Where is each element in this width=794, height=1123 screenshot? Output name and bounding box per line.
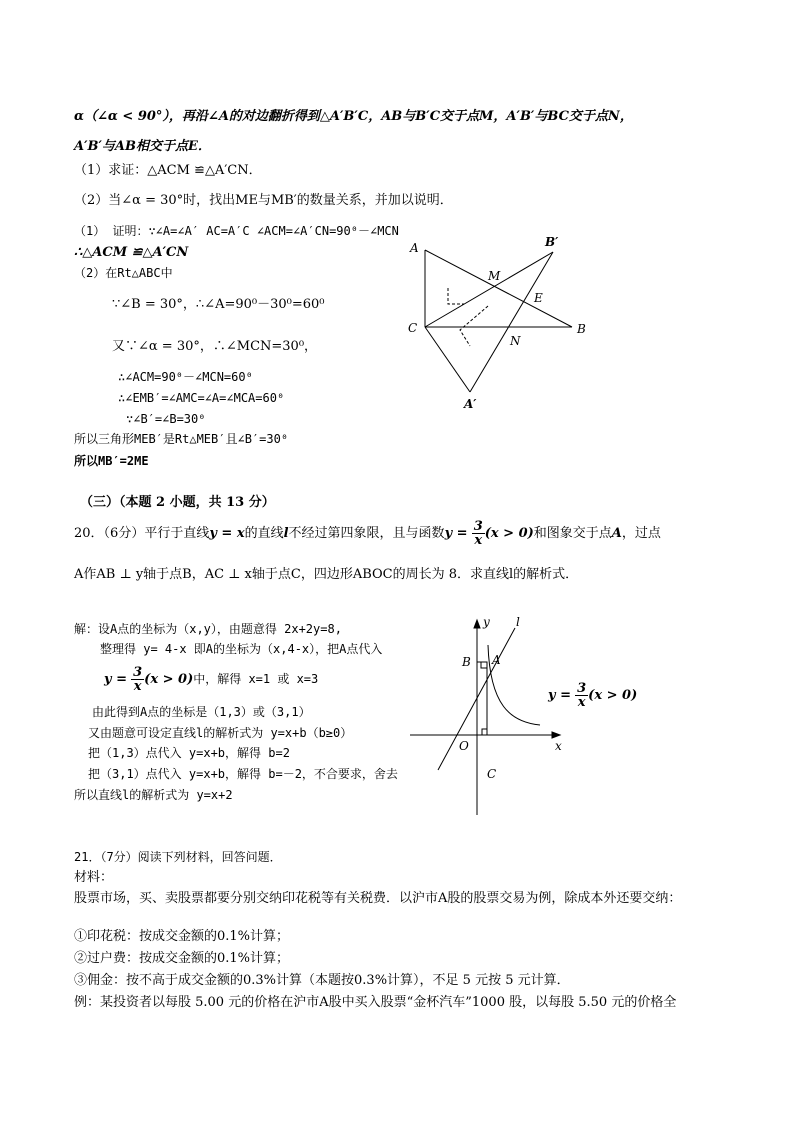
- fraction-3-over-x: $\frac{3}{x}$: [473, 519, 483, 548]
- material-label: 材料：: [74, 870, 114, 885]
- solution-19-step-3: （2）在Rt△ABC中: [74, 266, 173, 280]
- point-n: N: [510, 334, 521, 348]
- point-b-prime: B′: [545, 235, 559, 249]
- origin-label: O: [459, 739, 469, 753]
- solution-20-line-4: 由此得到A点的坐标是（1,3）或（3,1）: [92, 705, 311, 719]
- point-c-label: C: [487, 767, 497, 781]
- x-axis-label: x: [555, 739, 562, 753]
- problem-20-line-1: 20．（6分）平行于直线y = x的直线l不经过第四象限，且与函数y = $\frac{3}{x}$ (x > 0)和图象交于点A，过点: [74, 519, 661, 548]
- point-b-label: B: [462, 655, 471, 669]
- material-text: 股票市场，买、卖股票都要分别交纳印花税等有关税费．以沪市A股的股票交易为例，除成本外还要交纳：: [74, 891, 682, 906]
- point-b: B: [577, 322, 586, 336]
- graph-figure: [400, 610, 640, 820]
- fee-item-2: ②过户费：按成交金额的0.1%计算；: [74, 951, 290, 966]
- point-e: E: [534, 291, 543, 305]
- triangle-figure: [400, 232, 600, 412]
- example-text: 例：某投资者以每股 5.00 元的价格在沪市A股中买入股票“金杯汽车”1000 股，以每股 5.50 元的价格全: [74, 995, 677, 1010]
- solution-19-step-6: ∴∠ACM=90⁰－∠MCN=60⁰: [118, 370, 253, 384]
- line-l-label: l: [516, 615, 520, 629]
- point-a-prime: A′: [464, 397, 477, 411]
- solution-19-step-4: ∵∠B = 30°，∴∠A=90⁰－30⁰=60⁰: [112, 297, 325, 312]
- point-c: C: [408, 321, 418, 335]
- intro-line-2: A′B′与AB相交于点E．: [74, 139, 211, 154]
- solution-20-line-7: 把（3,1）点代入 y=x+b，解得 b=－2，不合要求，舍去: [88, 767, 398, 781]
- fee-item-3: ③佣金：按不高于成交金额的0.3%计算（本题按0.3%计算），不足 5 元按 5 元计算．: [74, 973, 570, 988]
- fee-item-1: ①印花税：按成交金额的0.1%计算；: [74, 929, 290, 944]
- solution-19-step-2: ∴△ACM ≌△A′CN: [74, 245, 189, 260]
- solution-20-line-8: 所以直线l的解析式为 y=x+2: [74, 788, 233, 802]
- solution-20-line-2: 整理得 y= 4-x 即A的坐标为（x,4-x），把A点代入: [100, 642, 383, 656]
- y-axis-label: y: [483, 615, 490, 629]
- solution-20-line-1: 解：设A点的坐标为（x,y），由题意得 2x+2y=8,: [74, 622, 342, 636]
- section-title: （三）（本题 2 小题，共 13 分）: [80, 495, 275, 510]
- point-m: M: [488, 269, 501, 283]
- solution-20-line-3: y = $\frac{3}{x}$ (x > 0)中，解得 x=1 或 x=3: [104, 665, 319, 694]
- point-a: A: [410, 241, 419, 255]
- problem-20-line-2: A作AB ⊥ y轴于点B，AC ⊥ x轴于点C，四边形ABOC的周长为 8．求直线l的解析式．: [74, 567, 579, 582]
- point-a-label: A: [492, 653, 501, 667]
- solution-19-step-7: ∴∠EMB′=∠AMC=∠A=∠MCA=60⁰: [118, 391, 285, 405]
- solution-20-line-6: 把（1,3）点代入 y=x+b，解得 b=2: [88, 746, 290, 760]
- question-2: （2）当∠α = 30°时，找出ME与MB′的数量关系，并加以说明．: [74, 193, 453, 208]
- solution-19-step-9: 所以三角形MEB′是Rt△MEB′且∠B′=30⁰: [74, 432, 289, 446]
- solution-19-step-1: （1） 证明：∵∠A=∠A′ AC=A′C ∠ACM=∠A′CN=90⁰－∠MCN: [74, 224, 399, 238]
- solution-20-line-5: 又由题意可设定直线l的解析式为 y=x+b（b≥0）: [88, 726, 353, 740]
- question-1: （1）求证：△ACM ≌△A′CN．: [74, 163, 262, 178]
- intro-line-1: α（∠α < 90°），再沿∠A的对边翻折得到△A′B′C，AB与B′C交于点M，A′B′与BC交于点N，: [74, 109, 633, 124]
- solution-19-step-10: 所以MB′=2ME: [74, 454, 149, 468]
- solution-19-step-8: ∵∠B′=∠B=30⁰: [126, 412, 206, 426]
- problem-21-heading: 21．（7分）阅读下列材料，回答问题．: [74, 850, 282, 864]
- solution-19-step-5: 又∵∠α = 30°，∴∠MCN=30⁰，: [112, 339, 318, 354]
- graph-function-label: y = $\frac{3}{x}$ (x > 0): [548, 681, 638, 710]
